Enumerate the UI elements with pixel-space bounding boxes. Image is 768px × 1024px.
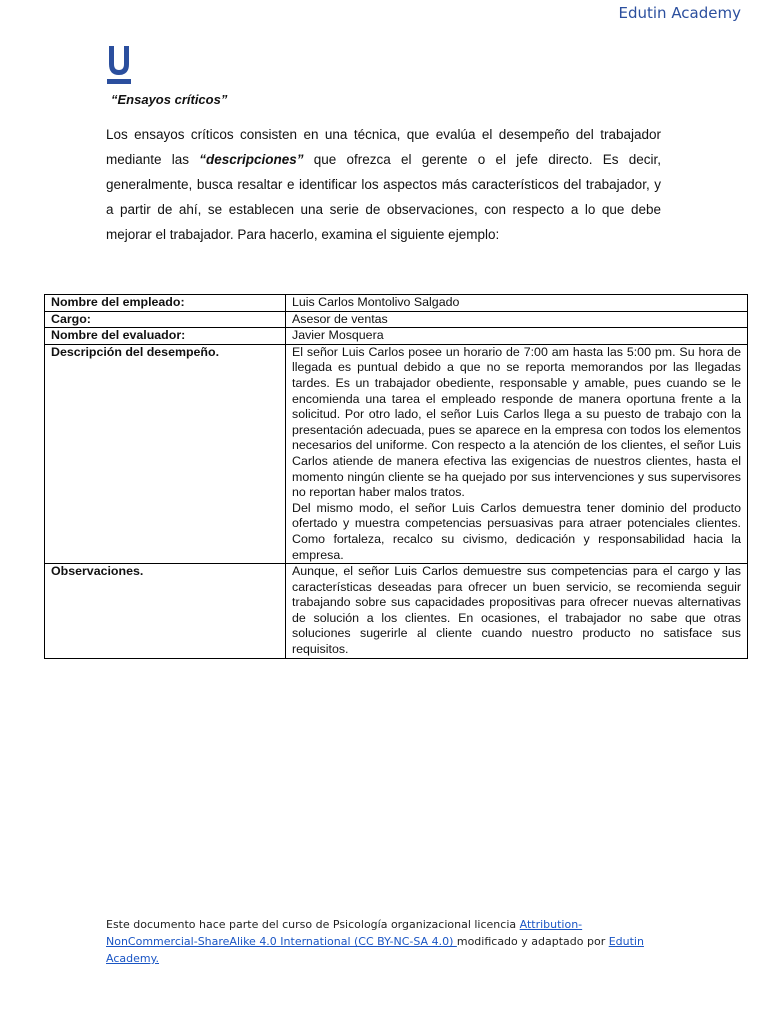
table-row <box>45 295 748 312</box>
table-row <box>45 328 748 345</box>
footer-text-2: modificado y adaptado por <box>456 935 609 948</box>
intro-text-2: que ofrezca el gerente o el jefe directo. Es decir, generalmente, busca resaltar e identificar los aspectos más característicos del trabajador, y a partir de ahí, se establecen una serie de observaciones, con respecto a lo que debe mejorar el trabajador. Para hacerlo, examina el siguiente ejemplo: <box>106 152 662 242</box>
row-value <box>286 344 748 563</box>
row-label: Observaciones. <box>45 564 286 659</box>
description-paragraph-1: El señor Luis Carlos posee un horario de 7:00 am hasta las 5:00 pm. Su hora de llegada es puntual debido a que no se reporta memorandos por las llegadas tardes. Es un trabajador obediente, responsable y amable, pues cuando se le encomienda una tarea el empleado responde de manera oportuna frente a la solicitud. Por otro lado, el señor Luis Carlos llega a su puesto de trabajo con la presentación adecuada, pues se aparece en la empresa con todos los elementos necesarios del uniforme. Con respecto a la atención de los clientes, el señor Luis Carlos atiende de manera efectiva las exigencias de nuestros clientes, hasta el momento ningún cliente se ha quejado por sus intervenciones y sus supervisores no reportan haber malos tratos. <box>292 344 741 500</box>
footer-text-1: Este documento hace parte del curso de Psicología organizacional licencia <box>106 918 520 931</box>
university-logo <box>106 46 132 86</box>
intro-text-1: Los ensayos críticos consisten en una técnica, que evalúa el desempeño del trabajador mediante las <box>106 127 661 167</box>
license-link[interactable]: Attribution-NonCommercial-ShareAlike 4.0 International (CC BY-NC-SA 4.0) <box>106 918 583 948</box>
evaluation-table <box>44 294 748 659</box>
table-row <box>45 311 748 328</box>
row-label: Cargo: <box>45 311 286 328</box>
license-footer <box>106 916 666 967</box>
row-label: Nombre del empleado: <box>45 295 286 312</box>
brand-link[interactable]: Edutin Academy. <box>106 935 644 965</box>
header-brand: Edutin Academy <box>618 4 741 22</box>
description-paragraph-2: Del mismo modo, el señor Luis Carlos demuestra tener dominio del producto ofertado y muestra competencias persuasivas para atraer potenciales clientes. Como fortaleza, recalco su civismo, dedicación y responsabilidad hacia la empresa. <box>292 500 741 562</box>
intro-emphasis: “descripciones” <box>199 152 304 167</box>
row-value: Asesor de ventas <box>286 311 748 328</box>
row-value: Javier Mosquera <box>286 328 748 345</box>
row-value: Luis Carlos Montolivo Salgado <box>286 295 748 312</box>
intro-paragraph <box>106 122 661 247</box>
row-label: Descripción del desempeño. <box>45 344 286 563</box>
table-row <box>45 344 748 563</box>
row-label: Nombre del evaluador: <box>45 328 286 345</box>
row-value: Aunque, el señor Luis Carlos demuestre sus competencias para el cargo y las características deseadas para ofrecer un buen servicio, se recomienda seguir trabajando sobre sus capacidades propositivas para ofrecer nuevas alternativas de solución a los clientes. En ocasiones, el trabajador no sabe que otras soluciones sugerirle al cliente cuando nuestro producto no satisface sus requisitos. <box>286 564 748 659</box>
document-title: “Ensayos críticos” <box>111 92 228 107</box>
table-row <box>45 564 748 659</box>
